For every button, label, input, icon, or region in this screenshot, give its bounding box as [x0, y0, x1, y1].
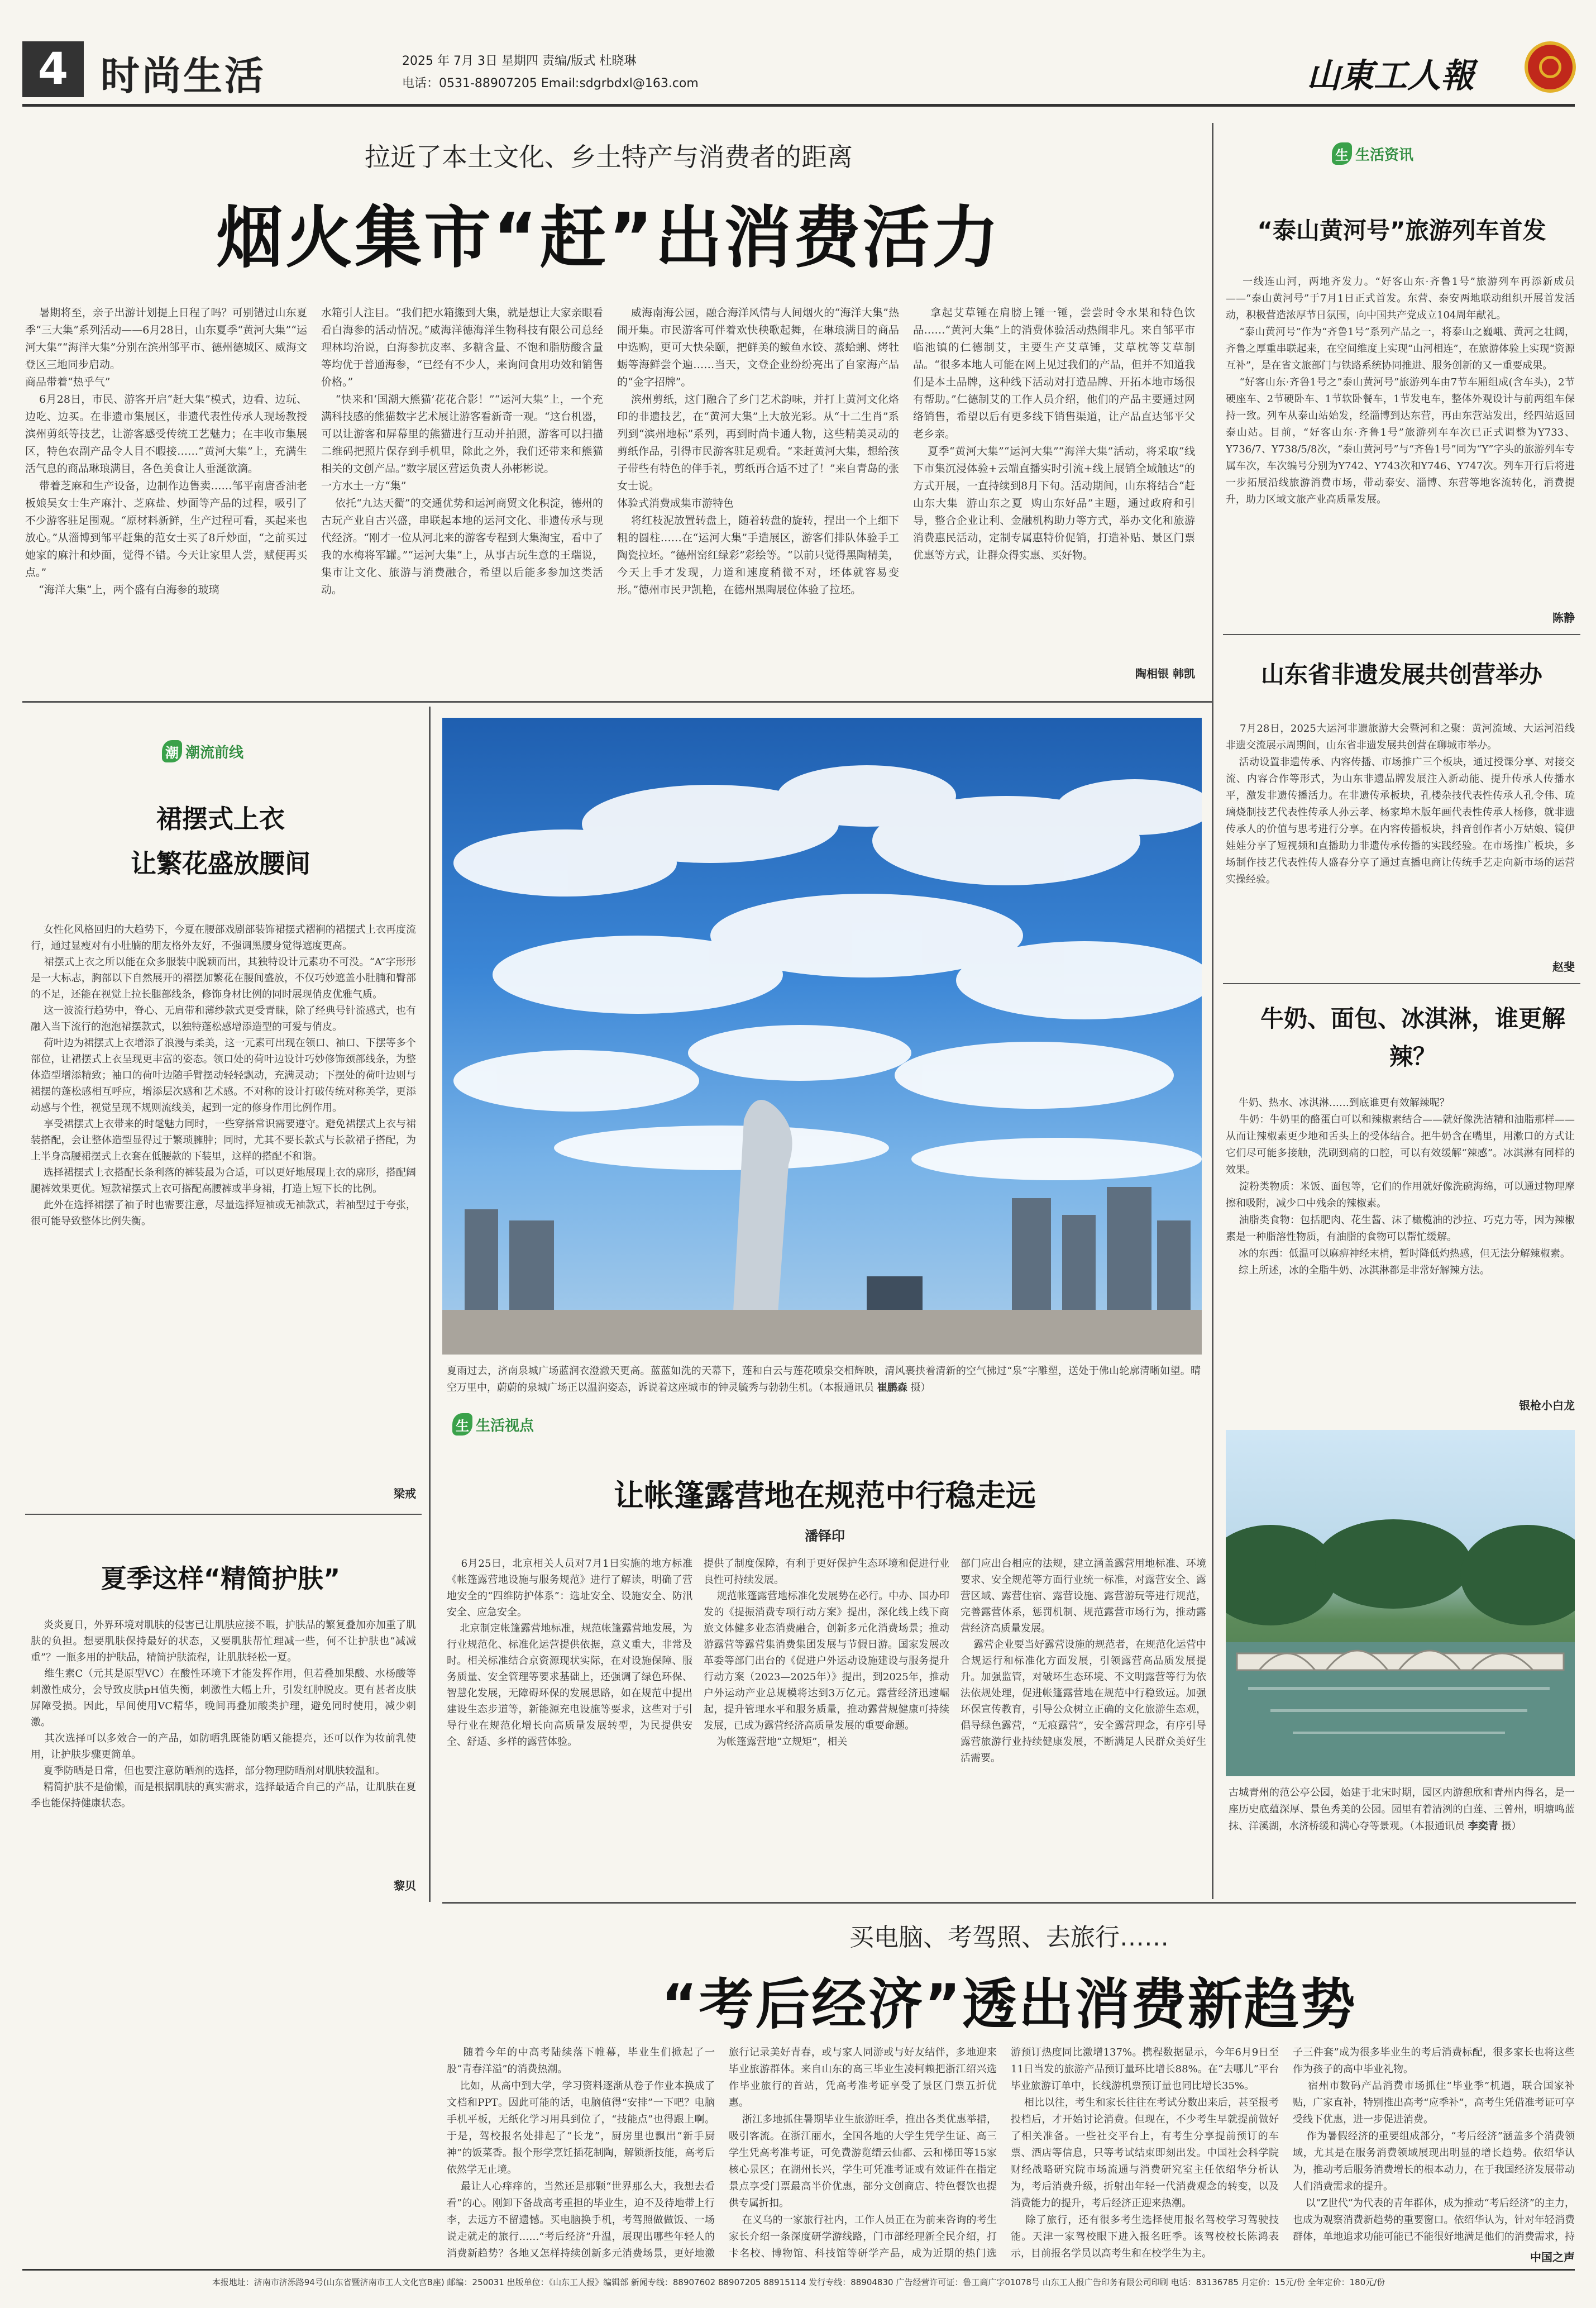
spicy-byline: 银枪小白龙: [1519, 1399, 1575, 1412]
spicy-title: 牛奶、面包、冰淇淋，谁更解辣？: [1260, 1005, 1565, 1070]
taishan-byline: 陈静: [1552, 611, 1575, 624]
leaf-icon: 潮: [162, 740, 182, 762]
camping-col-1: 6月25日，北京相关人员对7月1日实施的地方标准《帐篷露营地设施与服务规范》进行了解读，明确了营地安全的“四维防护体系”：选址安全、设施安全、防汛安全、应急安全。 北京制定帐篷露营地标准，规范帐篷露营地发展，为行业规范化、标准化运营提供依据，意义重大，非常及时。相关标准结合京资源现状实际，在对设施保障、服务质量、安全管理等要求基础上，还强调了绿色环保、智慧化发展，无障碍环保的发展思路，如在规范中提出建设生态步道等，新能源充电设施等要求，这些对于引导行业在规范化增长向高质量发展转型，为民提供安全、舒适、多样的露营体验。: [447, 1558, 692, 1748]
tag-life-view: [452, 1413, 534, 1436]
taishan-body: 一线连山河，两地齐发力。“好客山东·齐鲁1号”旅游列车再添新成员——“泰山黄河号”于7月1日正式首发。东营、泰安两地联动组织开展首发活动，积极营造浓厚节日氛围，向中国共产党成立104周年献礼。 “泰山黄河号”作为“齐鲁1号”系列产品之一，将泰山之巍峨、黄河之壮阔，齐鲁之厚重串联起来，在空间维度上实现“山河相连”，在旅游体验上实现“资源互补”，是在省文旅部门与铁路系统协同推进、服务创新的又一重要成果。 “好客山东·齐鲁1号之”泰山黄河号”旅游列车由7节车厢组成(含车头)，2节硬座车、2节硬卧车、1节软卧餐车，1节发电车，整体外观设计与前两组车保持一致。列车从泰山站始发，经淄博到达东营，再由东营站发出，经四站返回泰山站。目前，“好客山东·齐鲁1号”旅游列车车次已正式调整为Y733、Y736/7、Y738/5/8次，“泰山黄河号”与“齐鲁1号”同为“Y”字头的旅游列车专属车次，车次编号分别为Y742、Y743次和Y746、Y747次。列车开行后将进一步拓展沿线旅游消费市场，带动泰安、淄博、东营等地客流转化，消费提升，助力区域文旅产业高质量发展。: [1226, 276, 1575, 506]
lead-col-3: 威海南海公园，融合海洋风情与人间烟火的“海洋大集”热闹开集。市民游客可伴着欢快秧歌起舞，在琳琅满目的商品中选购，更可大快朵颐，把鲜美的鲅鱼水饺、蒸蛤蜊、烤牡蛎等海鲜尝个遍……当天，文登企业纷纷亮出了自家海产品的“金字招牌”。 滨州剪纸，这门融合了乡门艺术韵味，并打上黄河文化烙印的非遗技艺，在“黄河大集”上大放光彩。从“十二生肖”系列到“滨州地标”系列，再到时尚卡通人物，这些精美灵动的剪纸作品，引得市民游客驻足观看。“来赶黄河大集，想给孩子带些有特色的伴手礼，剪纸再合适不过了！”来自青岛的张女士说。 体验式消费成集市游特色 将红枝泥放置转盘上，随着转盘的旋转，捏出一个上细下粗的圆柱……在“运河大集”手造展区，游客们排队体验手工陶瓷拉坯。“德州窑红绿彩”彩绘等。“以前只觉得黑陶精美，今天上手才发现，力道和速度稍微不对，坯体就容易变形。”德州市民尹凯艳，在德州黑陶展位体验了拉坯。: [617, 307, 899, 596]
spring-square-caption-text: 夏雨过去，济南泉城广场蓝润衣澄澈天更高。蓝蓝如洗的天幕下，莲和白云与莲花喷泉交相辉映，清风裹挟着清新的空气拂过“泉”字雕塑，送处于佛山轮廓清晰如望。晴空万里中，蔚蔚的泉城广场正以温润姿态，诉说着这座城市的钟灵毓秀与勃勃生机。（本报通讯员: [447, 1365, 1201, 1394]
page-number-box: [22, 41, 84, 97]
tag-life-view-label: 生活视点: [476, 1417, 534, 1434]
heritage-byline: 赵斐: [1552, 960, 1575, 974]
lead-bottom-rule: [22, 701, 1212, 703]
qingzhou-credit: 李奕青: [1468, 1820, 1498, 1832]
qingzhou-caption: [1229, 1785, 1575, 1896]
skirt-title-line-2: 让繁花盛放腰间: [131, 848, 310, 879]
heritage-body: 7月28日，2025大运河非遗旅游大会暨河和之聚：黄河流域、大运河沿线非遗交流展示周期间，山东省非遗发展共创营在聊城市举办。 活动设置非遗传承、内容传播、市场推广三个板块，通过授课分享、对接交流、内容合作等形式，为山东非遗品牌发展注入新动能、提升传承人传播水平，激发非遗传播活力。在非遗传承板块，孔楼杂技代表性传承人孔令伟、琉璃烧制技艺代表性传承人孙云孝、杨家埠木版年画代表性传承人杨修，就非遗传承人的价值与思考进行分享。在内容传播板块，抖音创作者小万姑娘、镜伊娃娃分享了短视频和直播助力非遗传承传播的实践经验。在市场推广板块，多场制作技艺代表性传人盛春分享了通过直播电商让传统手艺走向新市场的运营实操经验。: [1226, 723, 1575, 885]
contact-line: 电话：0531-88907205 Email:sdgrbdxl@163.com: [402, 77, 699, 90]
skirt-byline: 梁戒: [394, 1487, 416, 1500]
footer-text: 本报地址：济南市济泺路94号(山东省暨济南市工人文化宫B座) 邮编：250031 出版单位：《山东工人报》编辑部 新闻专线：88907602 88907205 88915114 发行专线：88904830 广告经营许可证：鲁工商广字01078号 山东工人报广告印务有限公司印刷 电话：83136785 月定价：15元/份 全年定价：180元/份: [212, 2277, 1385, 2287]
leaf-icon: 生: [1332, 142, 1352, 165]
bottom-title: “考后经济”透出消费新趋势: [661, 1973, 1357, 2037]
spring-square-photo: [442, 718, 1202, 1355]
tag-life-news: [1332, 142, 1413, 165]
bottom-section-rule: [442, 1902, 1576, 1904]
skincare-byline: 黎贝: [394, 1879, 416, 1892]
camping-title: 让帐篷露营地在规范中行稳走远: [614, 1478, 1036, 1513]
bottom-col-2: 旅行记录美好青春，或与家人同游或与好友结伴，多地迎来毕业旅游群体。来自山东的高三毕业生凌柯赖把浙江绍兴选作毕业旅行的首站，凭高考准考证享受了景区门票五折优惠。 浙江多地抓住暑期毕业生旅游旺季，推出各类优惠举措，吸引客流。在浙江丽水，全国各地的大学生凭学生证、高三学生凭高考准考证，可免费游览缙云仙都、云和梯田等15家核心景区；在湖州长兴，学生可凭准考证或有效证件在指定景点享受门票最高半价优惠，部分文创商店、特色餐饮也提供专属折扣。 在义乌的一家旅行社内，工作人员正在为前来咨询的考生家长介绍一条深度研学游线路，门市部经理新全民介绍，打卡名校、博物馆、科技馆等研学产品，成为近期的热门选: [729, 2047, 997, 2259]
page-number: 4: [37, 44, 69, 94]
footer-rule: [22, 2269, 1575, 2271]
skirt-body: 女性化风格回归的大趋势下，今夏在腰部戏剧部装饰裙摆式褶裥的裙摆式上衣再度流行，通过显瘦对有小肚腩的朋友格外友好，不强调黑腰身觉得遮度更高。 裙摆式上衣之所以能在众多服装中脱颖而出，其独特设计元素功不可没。“A”字形形是一大标志，胸部以下自然展开的褶摆加繁花在腰间盛放，不仅巧妙遮盖小肚腩和臀部的不足，还能在视觉上拉长腿部线条，修饰身材比例的同时展现俏皮优雅气质。 这一波流行趋势中，脊心、无肩带和薄纱款式更受青睐，除了经典号针流感式，也有融入当下流行的泡泡裙摆款式，以独特蓬松感增添造型的可爱与俏皮。 荷叶边为裙摆式上衣增添了浪漫与柔美，这一元素可出现在领口、袖口、下摆等多个部位，让裙摆式上衣呈现更丰富的姿态。领口处的荷叶边设计巧妙修饰颈部线条，为整体造型增添精致；袖口的荷叶边随手臂摆动轻轻飘动，充满灵动；下摆处的荷叶边则与裙摆的蓬松感相互呼应，增添层次感和艺术感。不对称的设计打破传统对称美学，更添动感与个性，视觉呈现不规则流线美，起到一定的修身作用比例作用。 享受裙摆式上衣带来的时髦魅力同时，一些穿搭常识需要遵守。避免裙摆式上衣与裙装搭配，会让整体造型显得过于繁琐臃肿；同时，尤其不要长款式与长款裙子搭配，为上半身高腰裙摆式上衣套在低腰款的下装里，这样的搭配不和谐。 选择裙摆式上衣搭配长条利落的裤装最为合适，可以更好地展现上衣的廓形，搭配阔腿裤效果更优。短款裙摆式上衣可搭配高腰裤或半身裙，打造上短下长的比例。 此外在选择裙摆了袖子时也需要注意，尽量选择短袖或无袖款式，若袖型过于夸张，很可能导致整体比例失衡。: [31, 924, 416, 1227]
bottom-kicker: 买电脑、考驾照、去旅行……: [849, 1923, 1169, 1952]
photo-scene: [442, 718, 1202, 1355]
camping-author: 潘铎印: [805, 1528, 845, 1544]
spring-square-credit: 崔鹏森: [877, 1382, 907, 1394]
page-header: [22, 35, 1575, 102]
lead-col-1: 暑期将至，亲子出游计划提上日程了吗？可别错过山东夏季“三大集”系列活动——6月28日，山东夏季“黄河大集”“运河大集”“海洋大集”分别在滨州邹平市、德州德城区、威海文登区三地同步启动。 商品带着“热乎气” 6月28日，市民、游客开启“赶大集”模式，边看、边玩、边吃、边买。在非遗市集展区，非遗代表性传承人现场教授滨州剪纸等技艺，让游客感受传统工艺魅力；在丰收市集展区，特色农副产品令人目不暇接……“黄河大集”上，充满生活气息的商品琳琅满目，各色美食让人垂涎欲滴。 带着芝麻和生产设备，边制作边售卖……邹平南唐香油老板娘吴女士生产麻汁、芝麻盐、炒面等产品的过程，吸引了不少游客驻足围观。“原材料新鲜，生产过程可看，买起来也放心。”从淄博到邹平赶集的范女士买了8斤炒面，“之前买过她家的麻汁和炒面，觉得不错。今天让家里人尝，赋便再买点。” “海洋大集”上，两个盛有白海参的玻璃: [25, 307, 307, 596]
taishan-title: “泰山黄河号”旅游列车首发: [1257, 217, 1546, 244]
qingzhou-caption-text: 古城青州的范公亭公园，始建于北宋时期，园区内游憩欣和青州内得名，是一座历史底蕴深厚、景色秀美的公园。园里有着清洌的白莲、三曾州，明塘鸣蓝抹、洋溪湖，水济桥缓和满心夺等景观。（本报通讯员: [1229, 1787, 1575, 1832]
lead-title: 烟火集市“赶”出消费活力: [216, 199, 1001, 277]
spring-square-caption: [447, 1363, 1201, 1430]
header-rule: [22, 104, 1575, 107]
left-column-divider: [429, 707, 431, 1902]
tag-trend: [162, 740, 243, 762]
lead-byline: 陶相银 韩凯: [1135, 667, 1195, 680]
lead-kicker: 拉近了本土文化、乡土特产与消费者的距离: [365, 142, 853, 172]
bottom-col-4: 子三件套”成为很多毕业生的考后消费标配，很多家长也将这些作为孩子的高中毕业礼物。 宿州市数码产品消费市场抓住“毕业季”机遇，联合国家补贴，广家直补，特别推出高考“应季补”，高考生凭借准考证可享受线下优惠，进一步促进消费。 作为暑假经济的重要组成部分，“考后经济”涵盖多个消费领域，尤其是在服务消费领域展现出明显的增长趋势。依绍华认为，推动考后服务消费增长的根本动力，在于我国经济发展带动人们消费需求的提升。 以“Z世代”为代表的青年群体，成为推动“考后经济”的主力，也成为观察消费新趋势的重要窗口。依绍华认为，针对年轻消费群体，单地追求功能可能已不能很好地满足他们的消费需求，持: [1293, 2047, 1575, 2243]
bottom-col-1: 随着今年的中高考陆续落下帷幕，毕业生们掀起了一股“青春洋溢”的消费热潮。 比如，从高中到大学，学习资料逐渐从卷子作业本换成了文档和PPT。因此可能的话，电脑值得“安排”一下吧？电脑手机平板，无纸化学习用具到位了，“技能点”也得跟上啊。于是，驾校报名处排起了“长龙”，厨房里也飘出“新手厨神”的饭菜香。报个形学烹饪插花制陶，解锁新技能，高考后依然学无止境。 最让人心痒痒的，当然还是那颗“世界那么大，我想去看看”的心。刚卸下备战高考重担的毕业生，迫不及待地带上行李，去远方不留遗憾。买电脑换手机，考驾照做做饭、一场说走就走的旅行……“考后经济”升温，展现出哪些年轻人的消费新趋势？各地又怎样持续创新多元消费场景，更好地激: [447, 2047, 715, 2259]
skincare-title: 夏季这样“精简护肤”: [101, 1563, 341, 1594]
spring-square-credit-suffix: 摄）: [910, 1382, 931, 1394]
camping-col-3: 部门应出台相应的法规，建立涵盖露营用地标准、环境要求、安全规范等方面行业统一标准，对露营安全、露营区域、露营住宿、露营设施、露营游玩等进行规范，完善露营体系，惩罚机制、规范露营市场行为，推动露营经济高质量发展。 露营企业要当好露营设施的规范者，在规范化运营中合规运行和标准化方面发展，引领露营高品质发展提升。加强监管，对破坏生态环境、不文明露营等行为依法依规处理，促进帐篷露营地在规范中行稳致远。加强环保宣传教育，引导公众树立正确的文化旅游生态观，倡导绿色露营，“无痕露营”，安全露营理念，有序引导露营旅游行业持续健康发展，不断满足人民群众美好生活需要。: [961, 1558, 1206, 1764]
bottom-byline: 中国之声: [1530, 2250, 1575, 2264]
skirt-title-line-1: 裙摆式上衣: [156, 804, 285, 834]
right-rule-1: [1223, 634, 1580, 635]
tag-life-news-label: 生活资讯: [1355, 146, 1414, 164]
left-rule: [25, 1514, 422, 1515]
bottom-col-3: 游预订热度同比激增137%。携程数据显示，今年6月9日至11日当发的旅游产品预订量环比增长88%。在“去哪儿”平台毕业旅游订单中，长线游机票预订量也同比增长35%。 相比以往，考生和家长往往在考试分数出来后，甚至报考投档后，才开始讨论消费。但现在，不少考生早就提前做好了相关准备。一些社交平台上，有考生分享提前预订的车票、酒店等信息，只等考试结束即刻出发。中国社会科学院财经战略研究院市场流通与消费研究室主任依绍华分析认为，考后消费升级，折射出年轻一代消费观念的转变，以及消费能力的提升，考后经济正迎来热潮。 除了旅行，还有很多考生选择使用报名驾校学习驾驶技能。天津一家驾校眼下进入报名旺季。该驾校校长陈鸿表示，目前报名学员以高考生和在校学生为主。: [1011, 2047, 1279, 2259]
heritage-title: 山东省非遗发展共创营举办: [1260, 661, 1542, 688]
lead-col-2: 水箱引人注目。“我们把水箱搬到大集，就是想让大家亲眼看看白海参的活动情况。”威海洋德海洋生物科技有限公司总经理林均治说，白海参抗皮率、多糖含量、不饱和脂肪酸含量等均优于普通海参，“已经有不少人，来询问食用功效和销售价格。” “快来和‘国潮大熊猫’花花合影！”“运河大集”上，一个充满科技感的熊猫数字艺术展让游客看新奇一观。“这台机器，可以让游客和屏幕里的熊猫进行互动并拍照，游客可以扫描二维码把照片保存到手机里，除此之外，我们还带来和熊猫相关的文创产品。”数字展区营运负责人孙彬彬说。 一方水土一方“集” 依托“九达天衢”的交通优势和运河商贸文化积淀，德州的古玩产业自古兴盛，串联起本地的运河文化、非遗传承与现代经济。“刚才一位从河北来的游客专程到大集淘宝，看中了我的水梅将军罐。”“运河大集”上，从事古玩生意的王瑞说，集市让文化、旅游与消费融合，希望以后能多参加这类活动。: [321, 307, 603, 596]
photo-scene: [1226, 1430, 1575, 1776]
qingzhou-photo: [1226, 1430, 1575, 1776]
qingzhou-credit-suffix: 摄）: [1501, 1820, 1522, 1832]
leaf-icon: 生: [452, 1413, 472, 1436]
union-emblem-icon: [1525, 41, 1576, 93]
masthead: 山東工人報: [1307, 56, 1474, 96]
lead-col-4: 拿起艾草锤在肩膀上锤一锤，尝尝时令水果和特色饮品……“黄河大集”上的消费体验活动热闹非凡。来自邹平市临池镇的仁德制艾，主要生产艾草锤，艾草枕等艾草制品。“很多本地人可能在网上见过我们的产品，但并不知道我们是本土品牌，这种线下活动对打造品牌、开拓本地市场很有帮助。”仁德制艾的工作人员介绍，他们的产品主要通过网络销售，希望以后有更多线下销售渠道，让产品直达邹平父老乡亲。 夏季“黄河大集”“运河大集”“海洋大集”活动，将采取“线下市集沉浸体验+云端直播实时引流+线上展销全域触达”的方式开展，一直持续到8月下旬。活动期间，山东将结合“赶山东大集 游山东之夏 购山东好品”主题，通过政府和引导，整合企业让利、金融机构助力等方式，举办文化和旅游消费惠民活动，定制专属惠特价促销，打造补贴、景区门票优惠等方式，让群众得实惠、买好物。: [913, 307, 1195, 561]
skincare-body: 炎炎夏日，外界环境对肌肤的侵害已让肌肤应接不暇，护肤品的繁复叠加亦加重了肌肤的负担。想要肌肤保持最好的状态，又要肌肤帮忙理减一些，何不让护肤也“减减重”？一瓶多用的护肤品，精简护肤流程，让肌肤轻松一夏。 维生素C（元其是原型VC）在酸性环境下才能发挥作用，但若叠加果酸、水杨酸等刺激性成分，会导致皮肤pH值失衡，刺激性大幅上升，引发红肿脱皮。更有甚者皮肤屏障受损。因此，早间使用VC精华，晚间再叠加酸类护理，避免同时使用，减少刺激。 其次选择可以多效合一的产品，如防晒乳既能防晒又能提亮，还可以作为妆前乳使用，让护肤步骤更简单。 夏季防晒是日常，但也要注意防晒剂的选择，部分物理防晒剂对肌肤较温和。 精简护肤不是偷懒，而是根据肌肤的真实需求，选择最适合自己的产品，让肌肤在夏季也能保持健康状态。: [31, 1619, 416, 1809]
tag-trend-label: 潮流前线: [185, 744, 244, 761]
date-line: 2025 年 7月 3日 星期四 责编/版式 杜晓琳: [402, 54, 637, 68]
right-rule-2: [1223, 983, 1580, 984]
section-title: 时尚生活: [101, 53, 266, 99]
right-column-divider: [1212, 123, 1213, 1899]
camping-col-2: 提供了制度保障，有利于更好保护生态环境和促进行业良性可持续发展。 规范帐篷露营地标准化发展势在必行。中办、国办印发的《提振消费专项行动方案》提出，深化线上线下商旅文体健多业态消费融合，创新多元化消费场景；推动游露营等露营集消费集团发展与节假日游。国家发展改革委等部门出台的《促进户外运动设施建设与服务提升行动方案（2023—2025年）》提出，到2025年，推动户外运动产业总规模将达到3万亿元。露营经济迅速崛起，提升管理水平和服务质量，推动露营规健康可持续发展，已成为露营经济高质量发展的重要命题。 为帐篷露营地“立规矩”，相关: [704, 1558, 949, 1748]
spicy-body: 牛奶、热水、冰淇淋……到底谁更有效解辣呢？ 牛奶：牛奶里的酪蛋白可以和辣椒素结合——就好像洗洁精和油脂那样——从而让辣椒素更少地和舌头上的受体结合。把牛奶含在嘴里，用漱口的方式让它们尽可能多接触，洗刷到痛的口腔，可以有效缓解“辣感”。冰淇淋有同样的效果。 淀粉类物质：米饭、面包等，它们的作用就好像洗碗海绵，可以通过物理摩擦和吸附，减少口中残余的辣椒素。 油脂类食物：包括肥肉、花生酱、沫了橄榄油的沙拉、巧克力等，因为辣椒素是一种脂溶性物质，有油脂的食物可以帮忙缓解。 冰的东西：低温可以麻痹神经末梢，暂时降低灼热感，但无法分解辣椒素。 综上所述，冰的全脂牛奶、冰淇淋都是非常好解辣方法。: [1226, 1097, 1575, 1276]
